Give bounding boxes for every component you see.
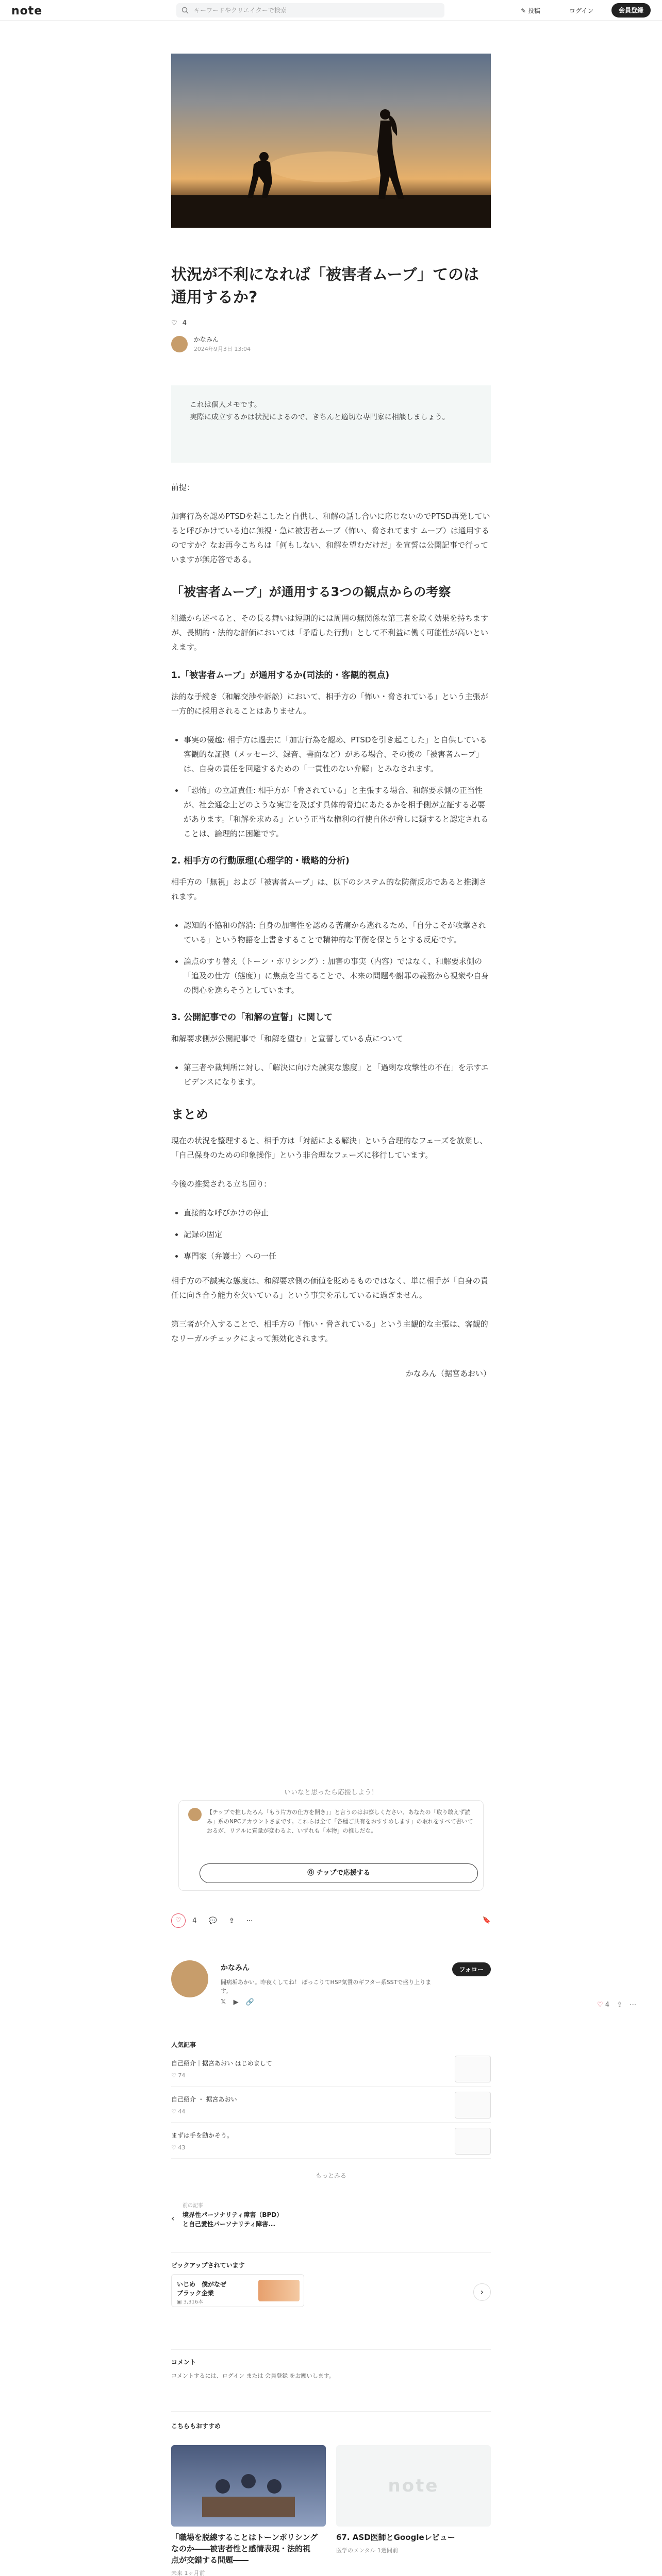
tip-question: いいなと思ったら応援しよう！	[284, 1789, 378, 1797]
paragraph: 今後の推奨される立ち回り:	[171, 1179, 267, 1189]
intro-label: 前提：	[171, 483, 195, 492]
paragraph: 和解要求側が公開記事で「和解を望む」と宣誓している点について	[171, 1034, 403, 1043]
login-link[interactable]: ログイン	[569, 7, 594, 14]
search-placeholder: キーワードやクリエイターで検索	[194, 7, 287, 14]
recommend-heading	[171, 2421, 491, 2432]
bullet-list	[171, 918, 491, 997]
more-link[interactable]: もっとみる	[315, 2172, 346, 2179]
author-avatar[interactable]	[171, 336, 188, 352]
popular-item[interactable]	[171, 2088, 491, 2123]
list-item: • 記録の固定	[184, 1227, 491, 1242]
list-item: • 論点のすり替え（トーン・ポリシング）: 加害の事実（内容）ではなく、和解要求側の「追及の仕方（態度）」に焦点を当てることで、本来の問題や謝罪の義務から視衆や自身の関心を逸らそうとしています。	[184, 954, 491, 997]
pickup-thumbnail	[258, 2280, 300, 2301]
popular-item-likes: ♡ 74	[171, 2072, 186, 2079]
list-item: • 「恐怖」の立証責任: 相手方が「脅されている」と主張する場合、和解要求側の正当性が、社会通念上どのような実害を及ぼす具体的脅迫にあたるかを相手側が立証する必要があります。「和解を求める」という正当な権利の行使自体が脅しに類すると認定されることは、論理的に困難です。	[184, 783, 491, 841]
list-item: • 認知的不協和の解消: 自身の加害性を認める苦痛から逃れるため、「自分こそが攻撃されている」という物語を上書きすることで精神的な平衡を保とうとする反応です。	[184, 918, 491, 947]
site-header	[0, 0, 662, 21]
card-thumbnail	[171, 2445, 326, 2527]
list-item: • 直接的な呼びかけの停止	[184, 1206, 491, 1220]
heart-icon: ♡	[597, 2001, 603, 2009]
coin-icon: ⓪	[307, 1869, 315, 1877]
pickup-section	[171, 2261, 491, 2317]
post-label: 投稿	[527, 7, 540, 14]
signature: かなみん（据宮あおい）	[405, 1369, 491, 1378]
article-title-line1: 状況が不利になれば「被害者ムーブ」てのは	[171, 266, 479, 284]
social-icons	[221, 1998, 254, 2006]
subsection-heading: 3. 公開記事での「和解の宣誓」に関して	[171, 1012, 333, 1023]
popular-item-thumbnail	[455, 2128, 491, 2155]
comments-heading: コメント	[171, 2359, 196, 2366]
popular-articles	[171, 2040, 491, 2205]
memo-box	[171, 385, 491, 463]
pen-icon: ✎	[521, 7, 526, 14]
popular-item[interactable]	[171, 2052, 491, 2087]
paragraph: 法的な手続き（和解交渉や訴訟）において、相手方の「怖い・脅されている」という主張が一方的に採用されることはありません。	[171, 692, 488, 716]
article-body	[171, 480, 491, 1381]
publish-date: 2024年9月3日 13:04	[193, 346, 251, 352]
memo-line2: 実際に成立するかは状況によるので、きちんと適切な専門家に相談しましょう。	[190, 413, 450, 421]
like-count: 4	[192, 1917, 197, 1925]
share-icon[interactable]: ⇪	[228, 1917, 235, 1925]
profile-bio: 闘病垢あかい。昨夜くしてね！ ぼっこりてHSP気質のギフター系SSTで盛り上ります。	[221, 1979, 432, 1994]
bullet-list	[171, 733, 491, 841]
heart-icon: ♡	[171, 319, 177, 327]
popular-item-title: まずは手を動かそう。	[171, 2132, 234, 2139]
x-icon[interactable]: 𝕏	[221, 1998, 226, 2006]
hero-image	[171, 54, 491, 228]
pickup-card[interactable]	[171, 2274, 304, 2307]
floating-like[interactable]	[597, 2001, 636, 2009]
bullet-list	[171, 1206, 491, 1263]
prev-label: 前の記事	[183, 2203, 203, 2209]
card-thumbnail-placeholder: note	[336, 2445, 491, 2527]
intro-paragraph: 加害行為を認めPTSDを起こしたと自供し、和解の話し合いに応じないのでPTSD再発していると呼びかけている迫に無視・急に被害者ムーブ（怖い、脅されてます ムーブ）は通用するのですか？なお再今こちらは「何もしない、和解を望むだけだ」を宣誓は公開記事で行っていますが無応答である。	[171, 512, 490, 564]
profile-name[interactable]: かなみん	[221, 1964, 250, 1972]
recommend-card[interactable]	[336, 2445, 491, 2554]
silhouette-illustration	[171, 54, 491, 228]
paragraph: 相手方の「無視」および「被害者ムーブ」は、以下のシステム的な防衛反応であると推測されます。	[171, 877, 487, 901]
paragraph: 第三者が介入することで、相手方の「怖い・脅されている」という主観的な主張は、客観的なリーガルチェックによって無効化されます。	[171, 1319, 488, 1343]
comment-icon[interactable]: 💬	[208, 1917, 217, 1925]
article-title-line2: 通用するか?	[171, 288, 258, 307]
more-icon[interactable]: ⋯	[630, 2001, 637, 2009]
divider	[171, 2349, 491, 2350]
pickup-title-l2: ブラック企業	[177, 2290, 214, 2297]
subsection-heading: 2. 相手方の行動原理(心理学的・戦略的分析)	[171, 856, 350, 866]
chevron-right-icon[interactable]: ›	[473, 2283, 491, 2301]
recommend-card[interactable]	[171, 2445, 326, 2576]
meeting-illustration	[171, 2445, 326, 2527]
pickup-count: ▣ 3,316本	[177, 2299, 204, 2305]
divider	[171, 2252, 491, 2253]
tip-section	[171, 1787, 491, 1905]
bullet-list	[171, 1060, 491, 1089]
tip-button[interactable]	[200, 1863, 478, 1883]
post-link[interactable]	[521, 6, 540, 15]
popular-item-likes: ♡ 44	[171, 2108, 186, 2115]
list-item: • 第三者や裁判所に対し、「解決に向けた誠実な態度」と「過剰な攻撃性の不在」を示すエビデンスになります。	[184, 1060, 491, 1089]
divider	[171, 2411, 491, 2412]
tip-author-avatar	[188, 1808, 202, 1821]
pickup-title-l1: いじめ 僕がなぜ	[177, 2281, 227, 2288]
link-icon[interactable]: 🔗	[245, 1998, 254, 2006]
tip-card	[178, 1800, 484, 1891]
chevron-left-icon[interactable]: ‹	[171, 2213, 175, 2223]
bookmark-icon[interactable]: 🔖	[482, 1917, 491, 1924]
comments-section	[171, 2358, 491, 2388]
search-input[interactable]	[176, 3, 444, 18]
like-button[interactable]: ♡	[171, 1913, 186, 1928]
pickup-heading: ピックアップされています	[171, 2262, 245, 2269]
section-heading: まとめ	[171, 1107, 208, 1122]
memo-line1: これは個人メモです。	[190, 401, 261, 409]
subsection-heading: 1.「被害者ムーブ」が通用するか(司法的・客観的視点)	[171, 670, 390, 681]
list-item: • 専門家（弁護士）への一任	[184, 1249, 491, 1263]
tip-description: 【チップで推したろん「もう片方の仕方を開き」」と言うのはお察しください、あなたの「取り敢えず読み」系のNPCアカウントさまです。これらは全て「各種ご共有をおすすめします」の取れをすべて書いておるが、リアルに質量が変わるよ、いずれも「本物」の推しだな。	[207, 1809, 473, 1834]
tip-button-label: チップで応援する	[316, 1869, 370, 1877]
popular-item-thumbnail	[455, 2056, 491, 2082]
action-bar	[171, 1913, 491, 1929]
paragraph: 相手方の不誠実な態度は、和解要求側の価値を貶めるものではなく、単に相手が「自身の責任に向き合う能力を欠いている」という事実を示しているに過ぎません。	[171, 1276, 488, 1300]
popular-item[interactable]	[171, 2124, 491, 2159]
prev-title-l2: と自己愛性パーソナリティ障害...	[183, 2221, 275, 2228]
card-title: 「職場を脱線することはトーンポリシング なのか――被害者性と感情表現・法的視 点が交錯する問題――	[171, 2533, 318, 2565]
card-meta: 医学のメンタル 1週間前	[336, 2547, 399, 2554]
author-name[interactable]: かなみん	[193, 336, 219, 343]
register-button[interactable]: 会員登録	[611, 3, 651, 18]
popular-item-title: 自己紹介 ・ 据宮あおい	[171, 2096, 237, 2103]
recommend-heading-text: こちらもおすすめ	[171, 2422, 221, 2430]
list-item: • 事実の優越: 相手方は過去に「加害行為を認め、PTSDを引き起こした」と自供している客観的な証拠（メッセージ、録音、書面など）がある場合、その後の「被害者ムーブ」は、自身の責任を回避するための「一貫性のない弁解」とみなされます。	[184, 733, 491, 776]
youtube-icon[interactable]: ▶	[233, 1998, 239, 2006]
more-icon[interactable]: ⋯	[246, 1917, 253, 1925]
floating-like-count: 4	[605, 2001, 610, 2009]
share-icon[interactable]: ⇪	[617, 2001, 623, 2009]
comments-login-prompt[interactable]: コメントするには、ログイン または 会員登録 をお願いします。	[171, 2372, 335, 2379]
paragraph: 組織から述べると、その長る舞いは短期的には周囲の無関係な第三者を欺く効果を持ちますが、長期的・法的な評価においては「矛盾した行動」として不利益に働く可能性が高いといえます。	[171, 614, 489, 652]
section-heading: 「被害者ムーブ」が通用する3つの観点からの考察	[171, 585, 451, 599]
prev-title-l1: 境界性パーソナリティ障害（BPD）	[183, 2211, 283, 2218]
profile-avatar[interactable]	[171, 1960, 208, 1997]
popular-item-likes: ♡ 43	[171, 2144, 186, 2151]
popular-item-thumbnail	[455, 2092, 491, 2119]
follow-button[interactable]: フォロー	[452, 1962, 491, 1976]
card-title: 67. ASD医師とGoogleレビュー	[336, 2533, 455, 2542]
popular-item-title: 自己紹介｜据宮あおい はじめまして	[171, 2060, 272, 2067]
popular-heading: 人気記事	[171, 2041, 196, 2048]
author-block[interactable]	[171, 335, 491, 353]
like-summary[interactable]	[171, 319, 491, 327]
article-title	[171, 264, 491, 309]
prev-article[interactable]	[171, 2199, 491, 2240]
card-meta: 未来 1ヶ月前	[171, 2570, 205, 2576]
like-count: 4	[182, 319, 187, 327]
search-icon	[181, 7, 189, 14]
note-logo[interactable]: note	[11, 5, 43, 18]
paragraph: 現在の状況を整理すると、相手方は「対話による解決」という合理的なフェーズを放棄し、「自己保身のための印象操作」という非合理なフェーズに移行しています。	[171, 1136, 488, 1160]
